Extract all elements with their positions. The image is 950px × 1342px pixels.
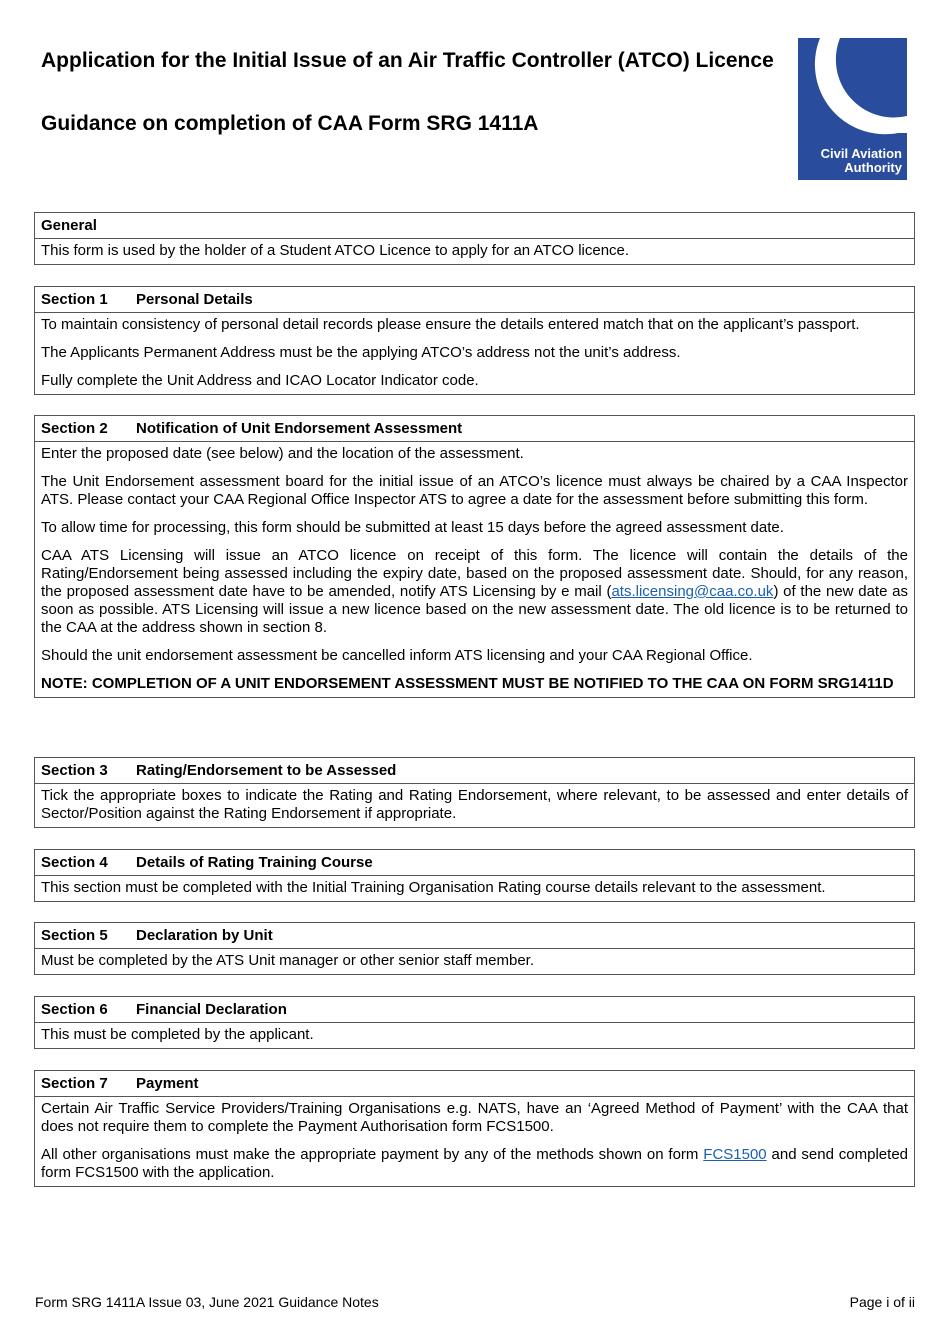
section-4 [34,849,915,902]
document-title: Application for the Initial Issue of an Air Traffic Controller (ATCO) Licence [41,49,774,72]
section-general-heading: General [35,213,914,239]
section-5-heading: Section 5 Declaration by Unit [35,923,914,949]
section-7-heading: Section 7 Payment [35,1071,914,1097]
section-3 [34,757,915,828]
section-5-text: Must be completed by the ATS Unit manager or other senior staff member. [41,952,535,969]
section-2 [34,415,915,698]
section-2-text: Should the unit endorsement assessment be cancelled inform ATS licensing and your CAA Regional Office. [41,647,753,664]
section-6-heading: Section 6 Financial Declaration [35,997,914,1023]
section-2-heading: Section 2 Notification of Unit Endorsement Assessment [35,416,914,442]
fcs1500-link[interactable]: FCS1500 [703,1146,767,1163]
section-2-text: CAA ATS Licensing will issue an ATCO licence on receipt of this form. The licence will contain the details of the Rating/Endorsement being assessed including the expiry date, based on the proposed assessment date. Should, for any reason, the proposed assessment date have to be amended, notify ATS Licensing by e mail (ats.licensing@caa.co.uk) of the new date as soon as possible. ATS Licensing will issue a new licence based on the new assessment date. The old licence is to be returned to the CAA at the address shown in section 8. [41,547,909,636]
section-3-text: Tick the appropriate boxes to indicate the Rating and Rating Endorsement, where relevant, to be assessed and enter details of Sector/Position against the Rating Endorsement if appropriate. [41,787,908,822]
document-subtitle: Guidance on completion of CAA Form SRG 1411A [41,112,539,135]
footer-page-number: Page i of ii [849,1294,915,1310]
section-1-heading: Section 1 Personal Details [35,287,914,313]
section-5 [34,922,915,975]
section-2-note: NOTE: COMPLETION OF A UNIT ENDORSEMENT ASSESSMENT MUST BE NOTIFIED TO THE CAA ON FORM SRG1411D [41,675,894,692]
section-2-text: The Unit Endorsement assessment board for the initial issue of an ATCO’s licence must always be chaired by a CAA Inspector ATS. Please contact your CAA Regional Office Inspector ATS to agree a date for the assessment before submitting this form. [41,473,908,508]
section-6 [34,996,915,1049]
section-1-text: To maintain consistency of personal detail records please ensure the details entered match that on the applicant’s passport. [41,316,860,333]
section-7-text: Certain Air Traffic Service Providers/Training Organisations e.g. NATS, have an ‘Agreed Method of Payment’ with the CAA that does not require them to complete the Payment Authorisation form FCS1500. [41,1100,908,1135]
section-4-heading: Section 4 Details of Rating Training Course [35,850,914,876]
logo-text-line1: Civil Aviation [820,146,902,161]
caa-logo [798,38,907,180]
section-4-text: This section must be completed with the Initial Training Organisation Rating course details relevant to the assessment. [41,879,826,896]
logo-text-line2: Authority [844,160,902,175]
section-3-heading: Section 3 Rating/Endorsement to be Assessed [35,758,914,784]
footer-form-reference: Form SRG 1411A Issue 03, June 2021 Guidance Notes [35,1294,379,1310]
section-1 [34,286,915,395]
section-7 [34,1070,915,1187]
section-1-text: Fully complete the Unit Address and ICAO Locator Indicator code. [41,372,479,389]
section-2-text: Enter the proposed date (see below) and the location of the assessment. [41,445,524,462]
section-general-text: This form is used by the holder of a Student ATCO Licence to apply for an ATCO licence. [41,242,630,259]
section-6-text: This must be completed by the applicant. [41,1026,314,1043]
section-2-text: To allow time for processing, this form should be submitted at least 15 days before the agreed assessment date. [41,519,784,536]
section-1-text: The Applicants Permanent Address must be the applying ATCO’s address not the unit’s address. [41,344,681,361]
section-general [34,212,915,265]
section-7-text: All other organisations must make the appropriate payment by any of the methods shown on form FCS1500 and send completed form FCS1500 with the application. [41,1146,908,1181]
email-link[interactable]: ats.licensing@caa.co.uk [611,583,774,600]
